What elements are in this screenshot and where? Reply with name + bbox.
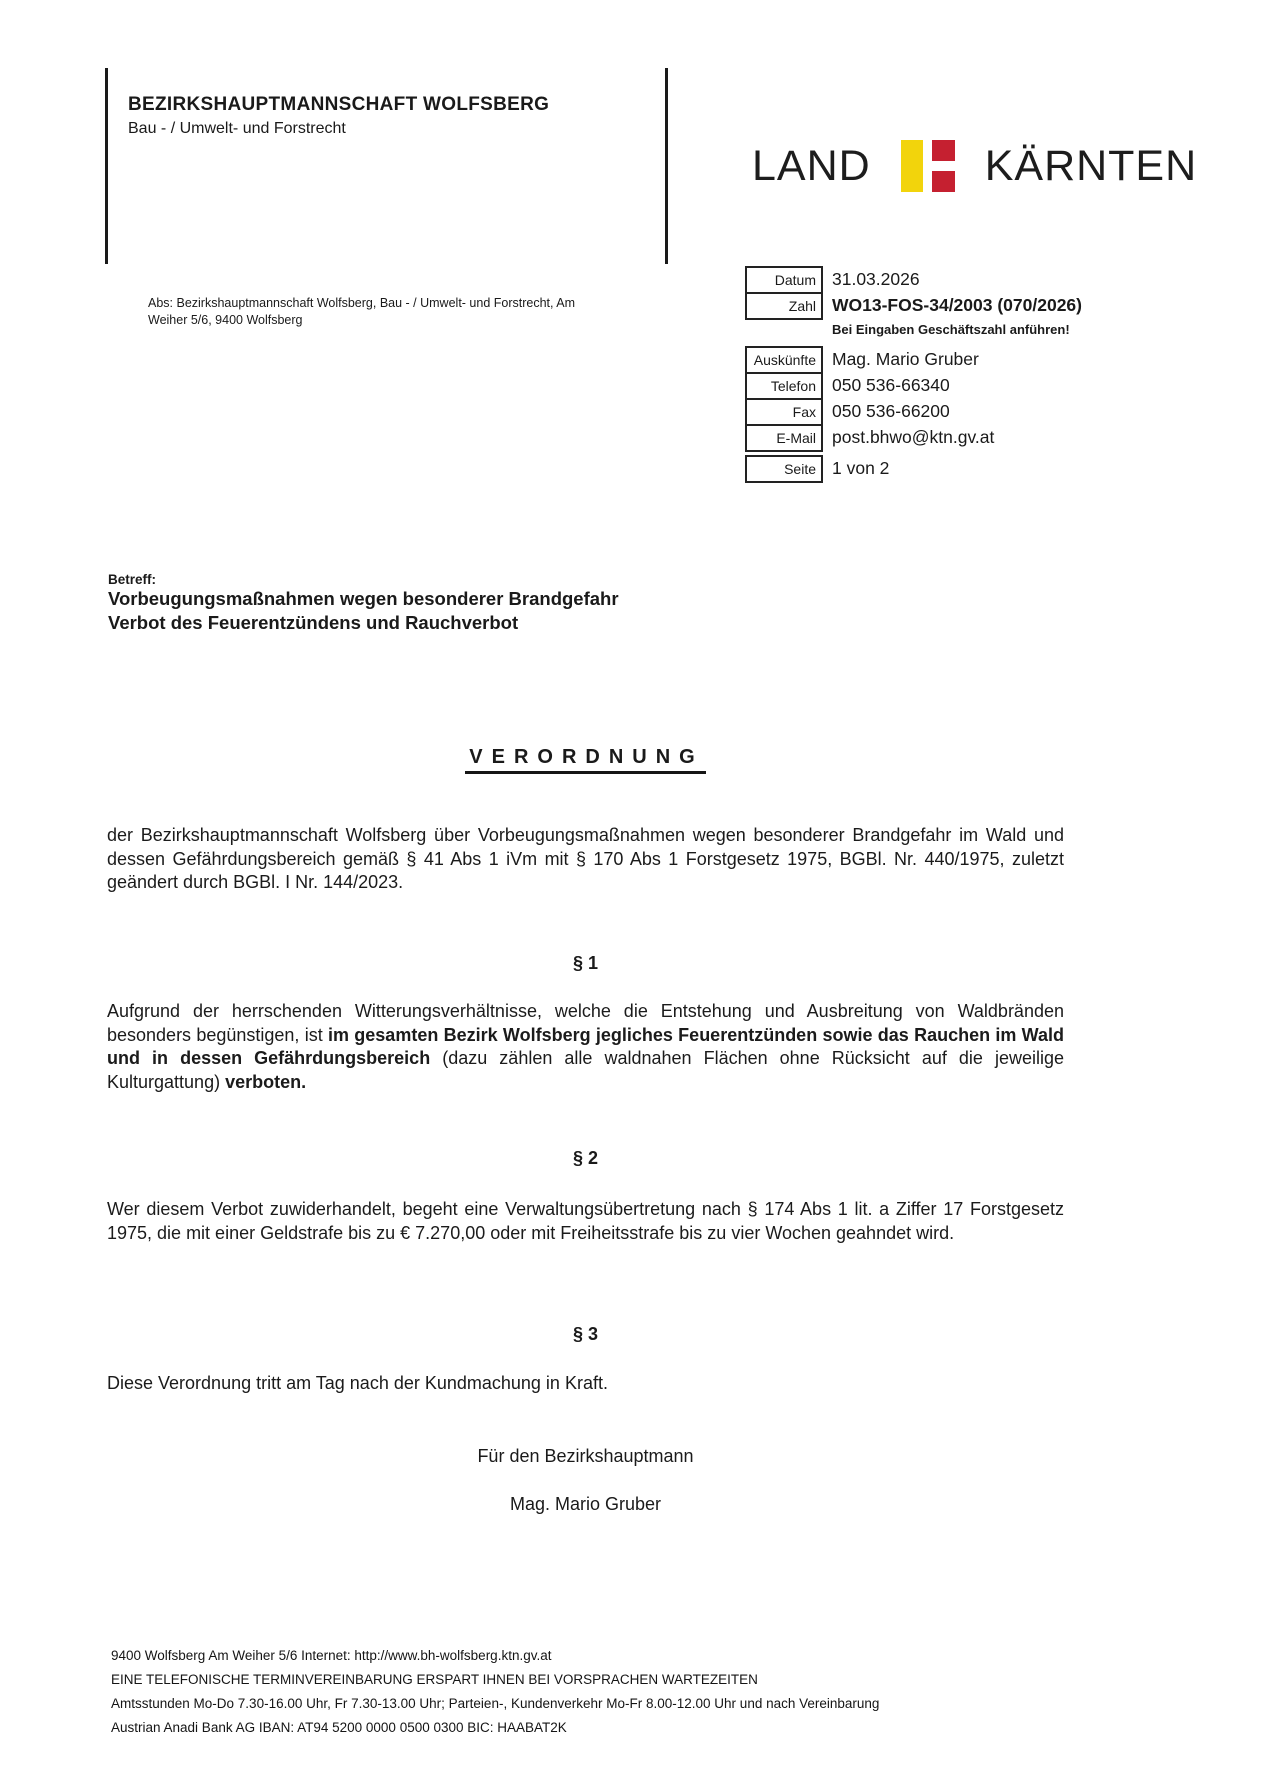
org-name: BEZIRKSHAUPTMANNSCHAFT WOLFSBERG <box>128 94 550 115</box>
flag-red-square-bottom <box>932 171 955 192</box>
meta-table-reference <box>745 266 1082 320</box>
section-1-heading: § 1 <box>572 953 599 973</box>
meta-value-fax: 050 536-66200 <box>832 401 950 421</box>
footer-bank-line: Austrian Anadi Bank AG IBAN: AT94 5200 0000 0500 0300 BIC: HAABAT2K <box>111 1720 567 1735</box>
meta-table-page <box>745 455 889 483</box>
footer-hours-line: Amtsstunden Mo-Do 7.30-16.00 Uhr, Fr 7.30-13.00 Uhr; Parteien-, Kundenverkehr Mo-Fr 8.00-12.00 Uhr und nach Vereinbarung <box>111 1696 880 1711</box>
meta-label-seite: Seite <box>745 455 823 483</box>
meta-row-zahl <box>745 292 1082 320</box>
land-kaernten-logo <box>752 140 1197 192</box>
meta-label-fax: Fax <box>745 398 823 426</box>
meta-value-datum: 31.03.2026 <box>832 269 920 289</box>
meta-row-seite <box>745 455 889 483</box>
letterhead-rule-right <box>665 68 668 264</box>
subject-line-1: Vorbeugungsmaßnahmen wegen besonderer Brandgefahr <box>108 588 619 609</box>
meta-value-auskuenfte: Mag. Mario Gruber <box>832 349 979 369</box>
document-title-wrap <box>107 746 1064 774</box>
subject-line-2: Verbot des Feuerentzündens und Rauchverbot <box>108 612 519 633</box>
sender-address-line-1: Abs: Bezirkshauptmannschaft Wolfsberg, Bau - / Umwelt- und Forstrecht, Am <box>148 296 576 310</box>
meta-value-telefon: 050 536-66340 <box>832 375 950 395</box>
flag-yellow-bar <box>901 140 923 192</box>
meta-label-telefon: Telefon <box>745 372 823 400</box>
section-1-text-normal-1: Aufgrund der herrschenden Witterungsverhältnisse, welche die Entstehung und Ausbreitung von Waldbränden besonders begünstigen, ist <box>107 1001 1064 1045</box>
section-3-heading: § 3 <box>572 1324 599 1344</box>
page-footer <box>111 1644 879 1740</box>
section-1-paragraph <box>107 1000 1064 1094</box>
letterhead <box>128 94 549 138</box>
logo-word-land: LAND <box>752 141 871 190</box>
meta-value-zahl: WO13-FOS-34/2003 (070/2026) <box>832 295 1082 315</box>
meta-row-telefon <box>745 372 994 400</box>
subject-label: Betreff: <box>108 572 157 587</box>
flag-red-square-top <box>932 140 955 161</box>
flag-red-squares <box>932 140 955 192</box>
meta-label-auskuenfte: Auskünfte <box>745 346 823 374</box>
section-2-paragraph: Wer diesem Verbot zuwiderhandelt, begeht eine Verwaltungsübertretung nach § 174 Abs 1 lit. a Ziffer 17 Forstgesetz 1975, die mit einer Geldstrafe bis zu € 7.270,00 oder mit Freiheitsstrafe bis zu vier Wochen geahndet wird. <box>107 1199 1064 1243</box>
letterhead-rule-left <box>105 68 108 264</box>
section-3-paragraph: Diese Verordnung tritt am Tag nach der Kundmachung in Kraft. <box>107 1373 608 1393</box>
footer-address-line: 9400 Wolfsberg Am Weiher 5/6 Internet: http://www.bh-wolfsberg.ktn.gv.at <box>111 1648 552 1663</box>
meta-row-email <box>745 424 994 452</box>
closing-signatory-name: Mag. Mario Gruber <box>509 1494 662 1514</box>
section-1-text-bold-2: verboten. <box>225 1071 307 1092</box>
section-1-text-normal-2: (dazu zählen alle waldnahen Flächen ohne Rücksicht auf die jeweilige Kulturgattung) <box>107 1048 1064 1092</box>
closing-signature-role: Für den Bezirkshauptmann <box>477 1446 694 1466</box>
document-title: VERORDNUNG <box>465 746 705 774</box>
sender-address <box>148 295 575 329</box>
meta-value-seite: 1 von 2 <box>832 458 890 478</box>
logo-word-kaernten: KÄRNTEN <box>984 141 1198 190</box>
meta-row-datum <box>745 266 1082 294</box>
subject-block <box>108 572 619 635</box>
preamble-paragraph: der Bezirkshauptmannschaft Wolfsberg über Vorbeugungsmaßnahmen wegen besonderer Brandgefahr im Wald und dessen Gefährdungsbereich gemäß § 41 Abs 1 iVm mit § 170 Abs 1 Forstgesetz 1975, BGBl. Nr. 440/1975, zuletzt geändert durch BGBl. I Nr. 144/2023. <box>107 825 1064 892</box>
meta-label-zahl: Zahl <box>745 292 823 320</box>
geschaeftszahl-note: Bei Eingaben Geschäftszahl anführen! <box>832 322 1070 337</box>
org-department: Bau - / Umwelt- und Forstrecht <box>128 120 346 137</box>
section-1-text-bold-1: im gesamten Bezirk Wolfsberg jegliches Feuerentzünden sowie das Rauchen im Wald und in dessen Gefährdungsbereich <box>107 1024 1064 1068</box>
meta-row-auskuenfte <box>745 346 994 374</box>
meta-table-contact <box>745 346 994 452</box>
meta-row-fax <box>745 398 994 426</box>
meta-value-email: post.bhwo@ktn.gv.at <box>832 427 995 447</box>
footer-notice-line: EINE TELEFONISCHE TERMINVEREINBARUNG ERSPART IHNEN BEI VORSPRACHEN WARTEZEITEN <box>111 1672 758 1687</box>
meta-label-email: E-Mail <box>745 424 823 452</box>
section-2-heading: § 2 <box>572 1148 599 1168</box>
kaernten-flag-icon <box>901 140 955 192</box>
sender-address-line-2: Weiher 5/6, 9400 Wolfsberg <box>148 313 303 327</box>
meta-label-datum: Datum <box>745 266 823 294</box>
